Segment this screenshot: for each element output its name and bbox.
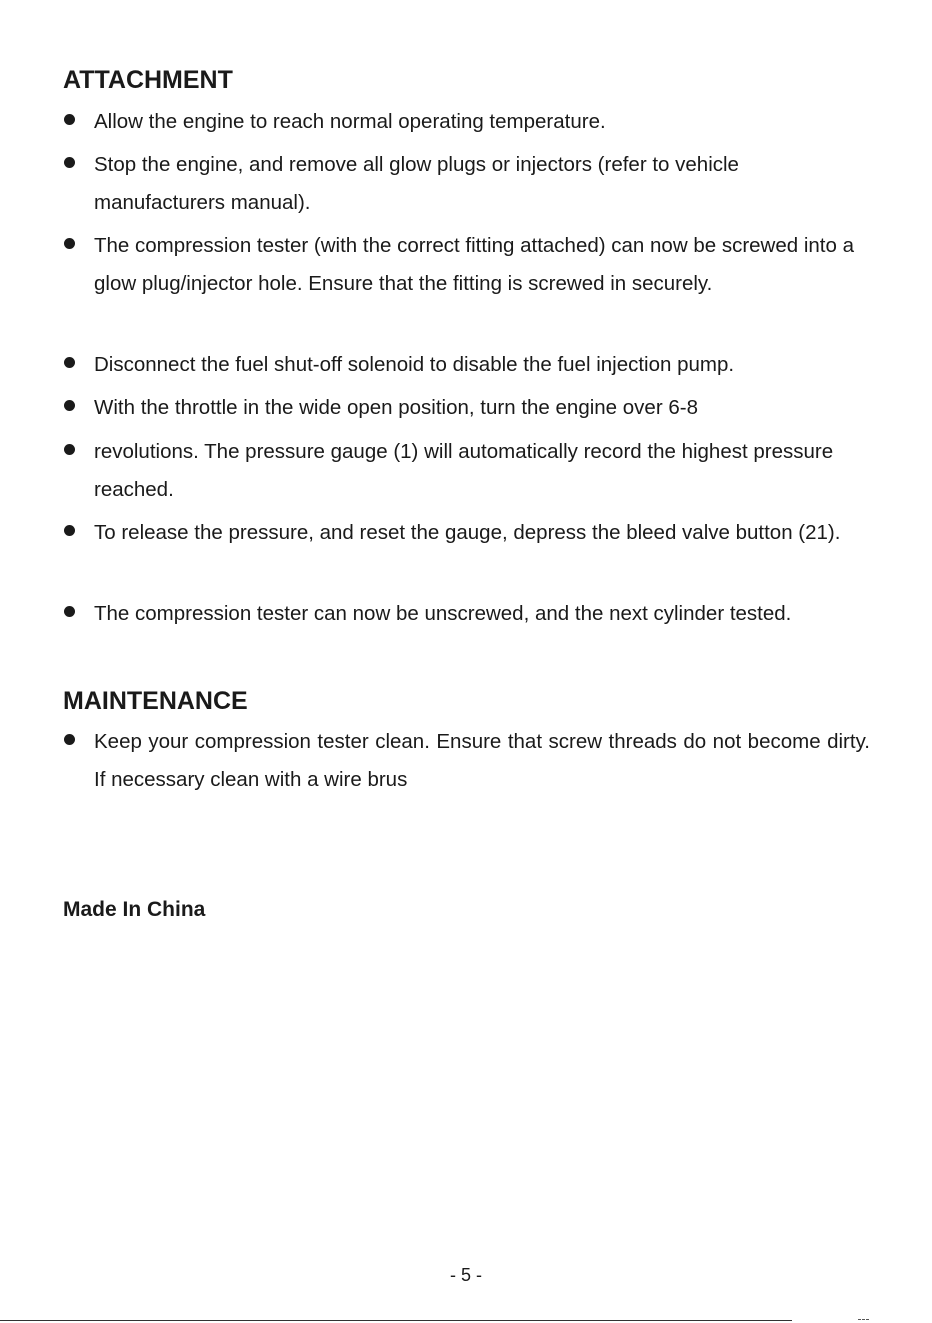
list-item-text: The compression tester can now be unscrewed, and the next cylinder tested.	[94, 602, 792, 625]
made-in-label: Made In China	[63, 898, 206, 921]
bottom-divider	[0, 1320, 792, 1321]
list-item-text: revolutions. The pressure gauge (1) will automatically record the highest pressure reached.	[94, 440, 834, 501]
page-number: - 5 -	[449, 1265, 482, 1285]
list-item-text: To release the pressure, and reset the gauge, depress the bleed valve button (21).	[94, 521, 841, 544]
bullet-icon	[64, 525, 75, 536]
attachment-heading: ATTACHMENT	[63, 66, 233, 94]
list-item-text: Disconnect the fuel shut-off solenoid to disable the fuel injection pump.	[94, 353, 735, 376]
bullet-icon	[64, 114, 75, 125]
crop-mark	[858, 1319, 869, 1321]
maintenance-heading: MAINTENANCE	[63, 687, 248, 715]
bullet-icon	[64, 444, 75, 455]
list-item-text: Allow the engine to reach normal operating temperature.	[94, 110, 606, 133]
list-item-text: Stop the engine, and remove all glow plugs or injectors (refer to vehicle manufacturers manual).	[94, 153, 739, 214]
list-item-text: Keep your compression tester clean. Ensure that screw threads do not become dirty. If necessary clean with a wire brus	[94, 730, 870, 791]
bullet-icon	[64, 606, 75, 617]
bullet-icon	[64, 157, 75, 168]
bullet-icon	[64, 357, 75, 368]
list-item-text: The compression tester (with the correct fitting attached) can now be screwed into a glow plug/injector hole. Ensure that the fitting is screwed in securely.	[94, 234, 855, 295]
list-item-text: With the throttle in the wide open position, turn the engine over 6-8	[94, 396, 698, 419]
bullet-icon	[64, 238, 75, 249]
bullet-icon	[64, 734, 75, 745]
bullet-icon	[64, 400, 75, 411]
